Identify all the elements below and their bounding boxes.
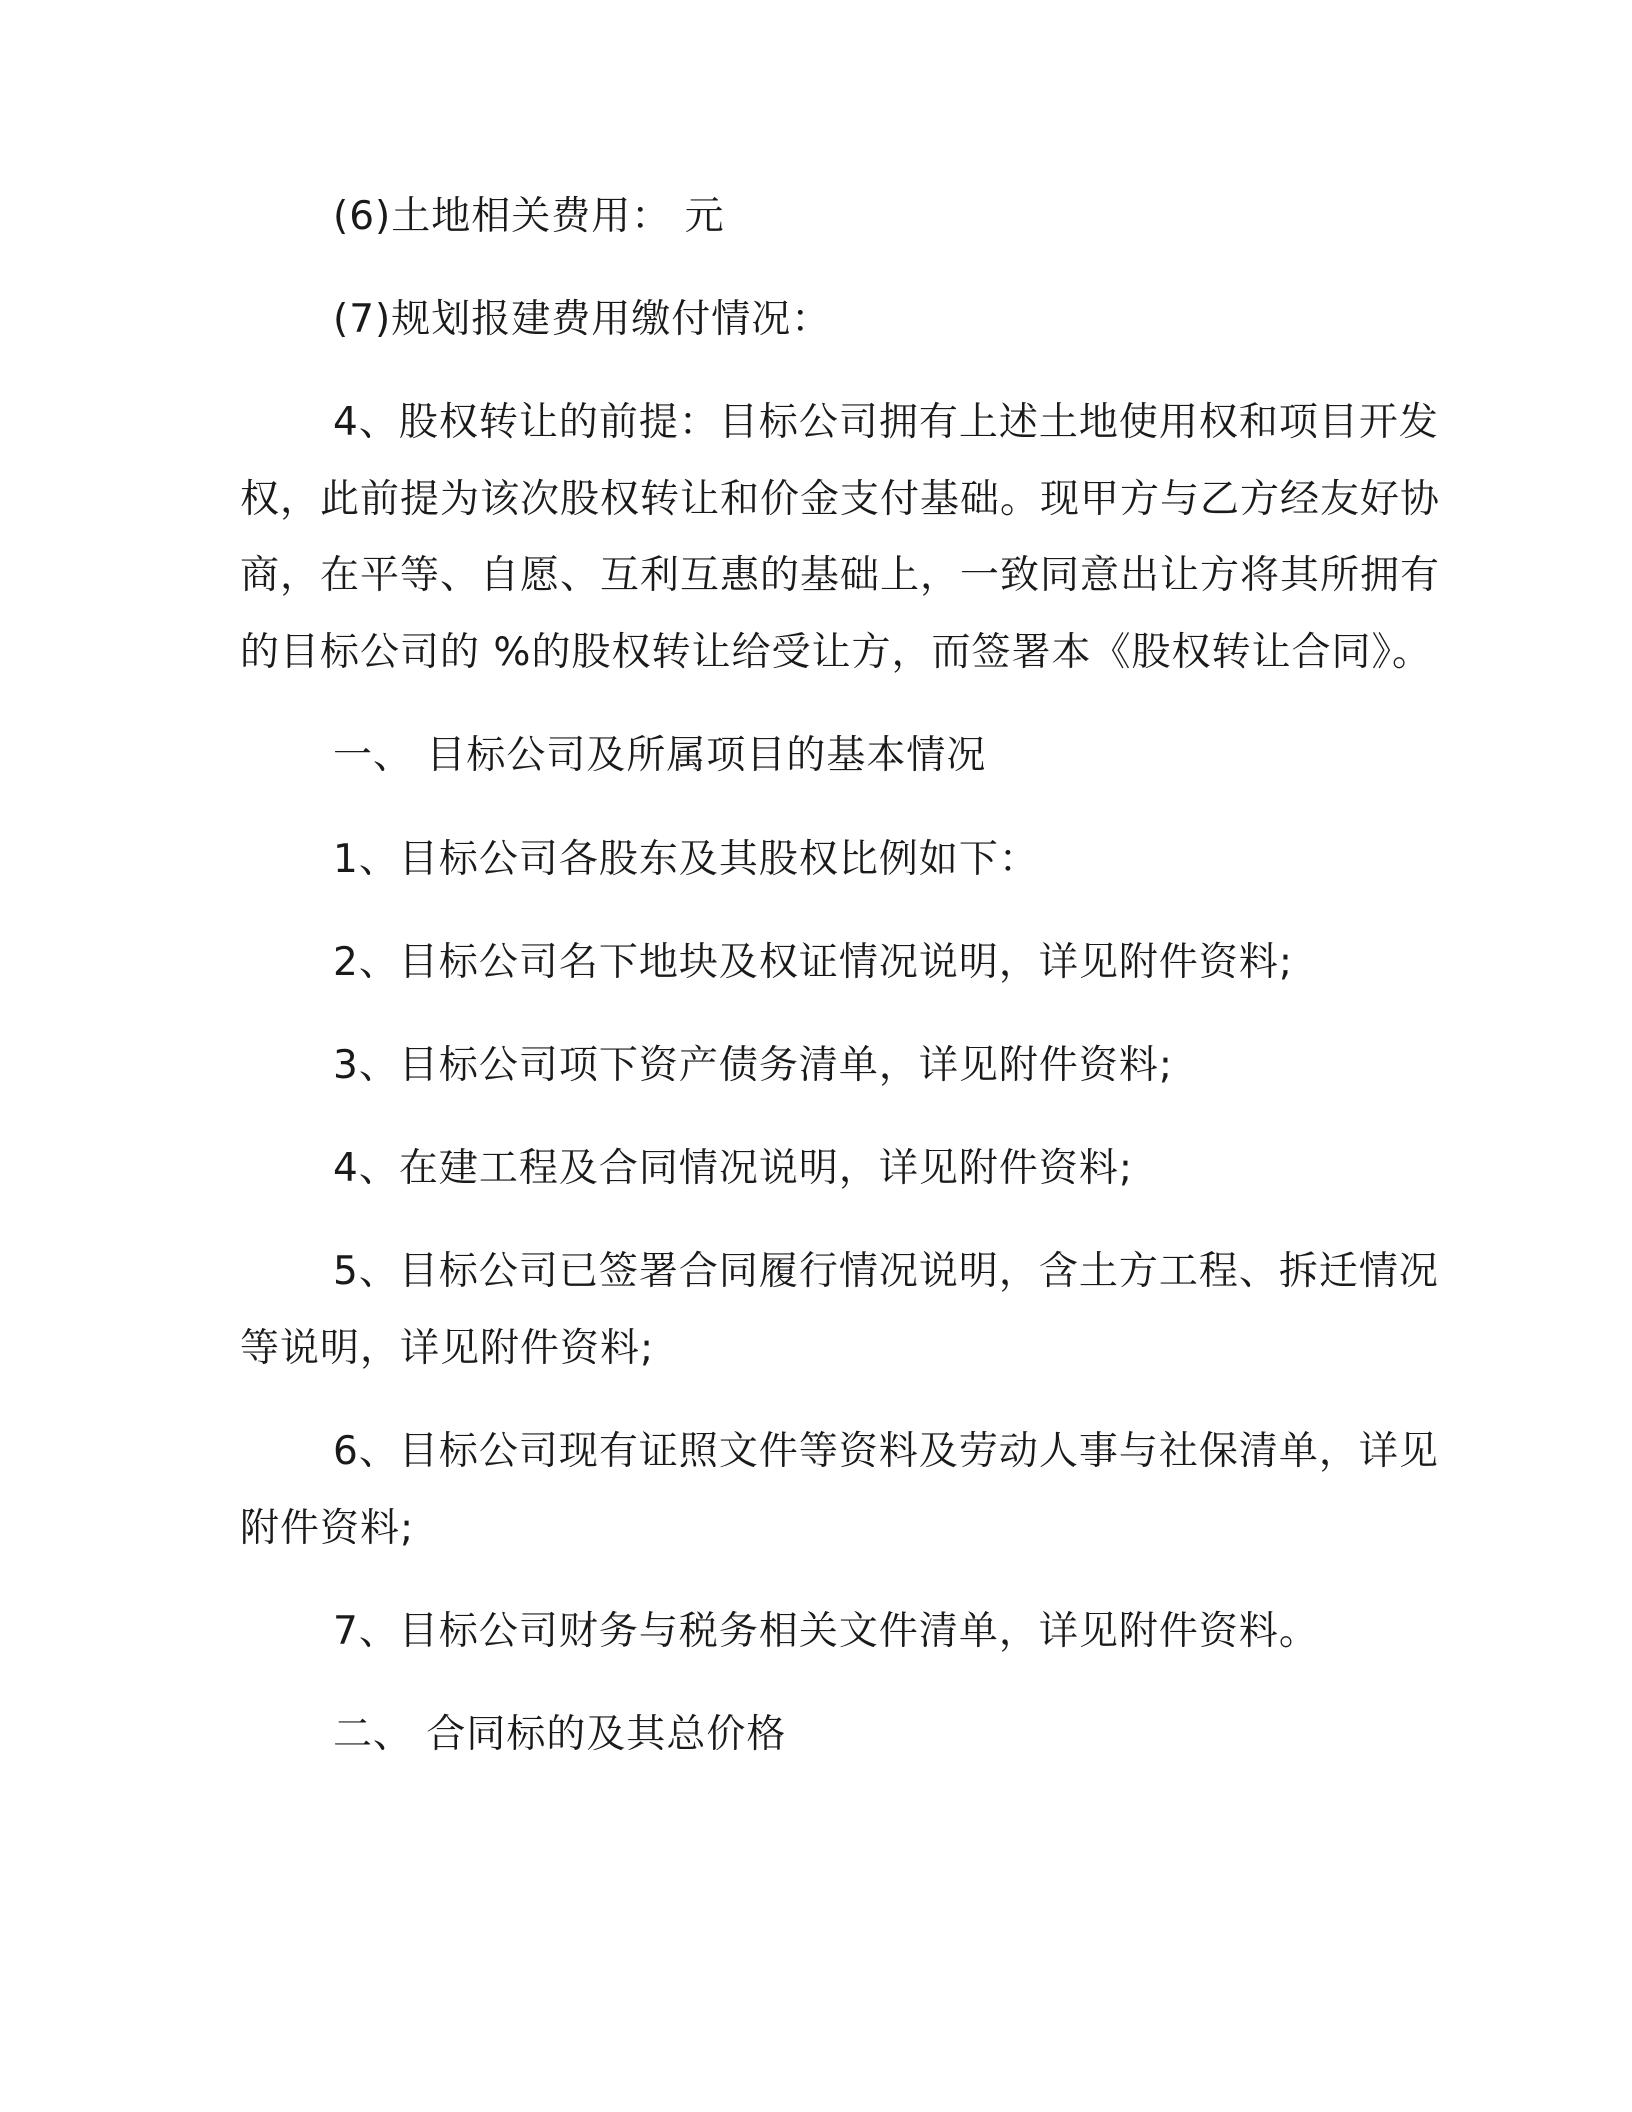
list-item-6-line-1: 6、目标公司现有证照文件等资料及劳动人事与社保清单，详见 (333, 1429, 1439, 1474)
list-item-4: 4、在建工程及合同情况说明，详见附件资料; (333, 1146, 1133, 1191)
section-heading-2: 二、 合同标的及其总价格 (333, 1712, 787, 1757)
paragraph-land-fees: (6)土地相关费用： 元 (333, 194, 725, 239)
list-item-5-line-1: 5、目标公司已签署合同履行情况说明，含土方工程、拆迁情况 (333, 1249, 1439, 1294)
list-item-7: 7、目标公司财务与税务相关文件清单，详见附件资料。 (333, 1609, 1319, 1654)
paragraph-premise-line-2: 权，此前提为该次股权转让和价金支付基础。现甲方与乙方经友好协 (240, 477, 1441, 522)
list-item-2: 2、目标公司名下地块及权证情况说明，详见附件资料; (333, 940, 1293, 985)
paragraph-premise-line-3: 商，在平等、自愿、互利互惠的基础上，一致同意出让方将其所拥有 (240, 553, 1441, 598)
list-item-6-line-2: 附件资料; (240, 1506, 415, 1551)
paragraph-premise-line-1: 4、股权转让的前提：目标公司拥有上述土地使用权和项目开发 (333, 400, 1439, 445)
list-item-5-line-2: 等说明，详见附件资料; (240, 1326, 655, 1371)
list-item-3: 3、目标公司项下资产债务清单，详见附件资料; (333, 1043, 1173, 1088)
section-heading-1: 一、 目标公司及所属项目的基本情况 (333, 733, 987, 778)
paragraph-premise-line-4: 的目标公司的 %的股权转让给受让方，而签署本《股权转让合同》。 (240, 630, 1432, 675)
list-item-1: 1、目标公司各股东及其股权比例如下： (333, 837, 1039, 882)
paragraph-planning-fees: (7)规划报建费用缴付情况： (333, 297, 832, 342)
